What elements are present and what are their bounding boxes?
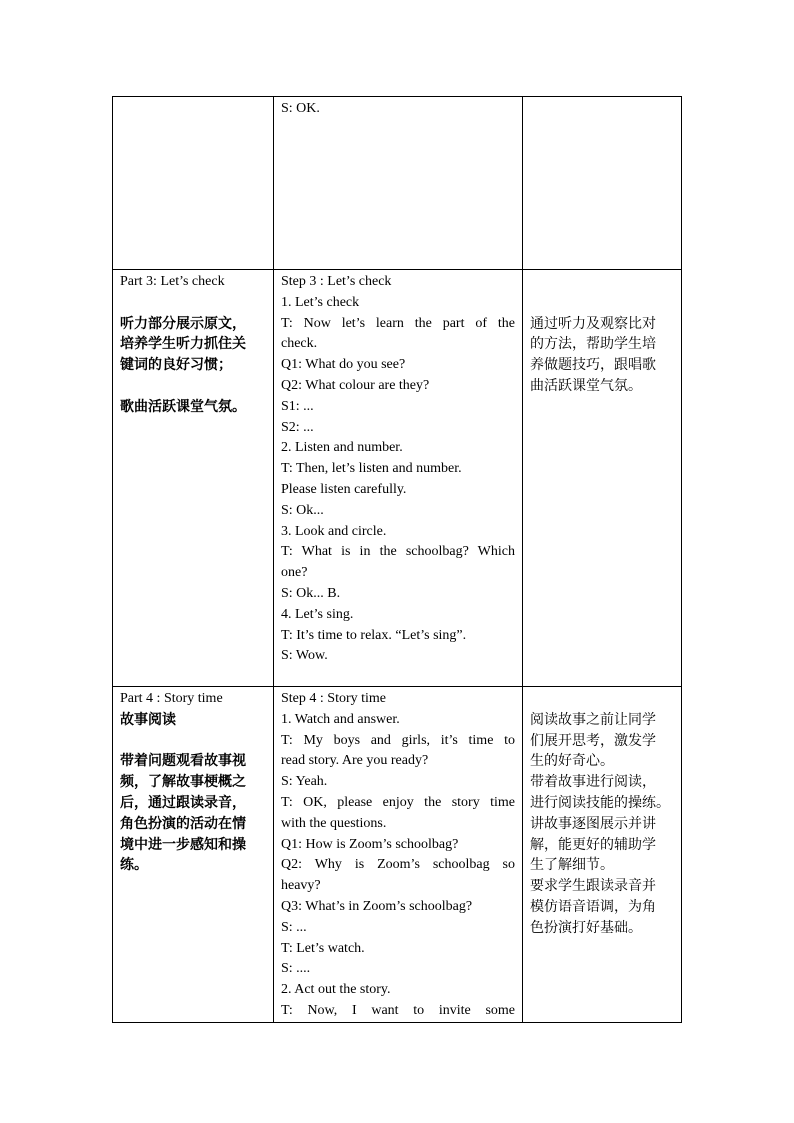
purpose-line: 带着故事进行阅读， (530, 774, 656, 791)
stage-note-line: 角色扮演的活动在情 (120, 815, 246, 832)
purpose-line: 们展开思考，激发学 (530, 732, 656, 749)
process-line: S: Ok... (281, 502, 324, 518)
stage-note-line: 境中进一步感知和操 (120, 836, 246, 853)
stage-note-line: 练。 (120, 857, 148, 874)
purpose-line: 模仿语音语调，为角 (530, 898, 656, 915)
process-line: with the questions. (281, 815, 387, 831)
process-line: Step 4 : Story time (281, 691, 386, 706)
purpose-cell (523, 687, 682, 1023)
stage-title: Part 4 : Story time (120, 691, 223, 706)
purpose-line: 生了解细节。 (530, 857, 614, 874)
process-line: 2. Act out the story. (281, 982, 391, 998)
process-line: 1. Watch and answer. (281, 711, 400, 727)
process-line: Q2: What colour are they? (281, 377, 430, 393)
process-line: Q1: What do you see? (281, 357, 406, 373)
process-line: Please listen carefully. (281, 481, 407, 497)
process-line: 3. Look and circle. (281, 523, 387, 539)
process-line: check. (281, 336, 318, 352)
process-line: S: Yeah. (281, 774, 328, 790)
purpose-line: 要求学生跟读录音并 (530, 878, 656, 895)
process-line: S: .... (281, 961, 311, 977)
process-line: Q1: How is Zoom’s schoolbag? (281, 836, 459, 852)
stage-title: Part 3: Let’s check (120, 274, 225, 289)
process-line: heavy? (281, 878, 321, 894)
purpose-line: 色扮演打好基础。 (530, 919, 642, 936)
table-row (113, 270, 682, 687)
process-cell (274, 687, 523, 1023)
process-line: S1: ... (281, 398, 314, 414)
stage-subtitle: 故事阅读 (120, 711, 176, 728)
purpose-line: 讲故事逐图展示并讲 (530, 815, 656, 832)
purpose-line: 的方法，帮助学生培 (530, 336, 656, 353)
process-line: Q2: Why is Zoom’s schoolbag so (281, 857, 515, 873)
purpose-line: 曲活跃课堂气氛。 (530, 377, 642, 394)
stage-note-line: 听力部分展示原文， (120, 315, 246, 332)
process-line: T: Let’s watch. (281, 940, 365, 956)
process-line: 2. Listen and number. (281, 440, 403, 456)
process-line: T: My boys and girls, it’s time to (281, 732, 515, 748)
process-line: T: Now let’s learn the part of the (281, 315, 515, 331)
process-line: S2: ... (281, 419, 314, 435)
stage-cell (113, 97, 274, 270)
stage-note-line: 歌曲活跃课堂气氛。 (120, 398, 246, 415)
stage-note-line: 带着问题观看故事视 (120, 753, 246, 770)
process-line: S: OK. (281, 101, 320, 116)
stage-cell (113, 270, 274, 687)
purpose-line: 生的好奇心。 (530, 753, 614, 770)
process-line: S: Wow. (281, 648, 328, 664)
process-line: T: Now, I want to invite some (281, 1002, 515, 1018)
process-line: S: ... (281, 919, 307, 935)
process-line: T: OK, please enjoy the story time (281, 794, 515, 810)
stage-note-line: 频，了解故事梗概之 (120, 774, 246, 791)
process-line: read story. Are you ready? (281, 753, 429, 769)
process-line: T: It’s time to relax. “Let’s sing”. (281, 627, 467, 643)
table-row (113, 97, 682, 270)
purpose-line: 养做题技巧，跟唱歌 (530, 357, 656, 374)
purpose-cell (523, 270, 682, 687)
stage-note-line: 培养学生听力抓住关 (120, 336, 246, 353)
purpose-line: 进行阅读技能的操练。 (530, 794, 670, 811)
purpose-cell (523, 97, 682, 270)
process-line: T: What is in the schoolbag? Which (281, 544, 515, 560)
process-line: T: Then, let’s listen and number. (281, 461, 462, 477)
process-line: Step 3 : Let’s check (281, 274, 392, 289)
process-line: Q3: What’s in Zoom’s schoolbag? (281, 898, 473, 914)
purpose-line: 通过听力及观察比对 (530, 315, 656, 332)
stage-cell (113, 687, 274, 1023)
process-line: S: Ok... B. (281, 585, 341, 601)
stage-note-line: 后，通过跟读录音， (120, 794, 246, 811)
process-line: one? (281, 565, 308, 581)
process-cell (274, 97, 523, 270)
purpose-line: 解，能更好的辅助学 (530, 836, 656, 853)
process-cell (274, 270, 523, 687)
purpose-line: 阅读故事之前让同学 (530, 711, 656, 728)
stage-note-line: 键词的良好习惯； (120, 357, 232, 374)
process-line: 1. Let’s check (281, 294, 360, 310)
table-row (113, 687, 682, 1023)
lesson-plan-table (112, 96, 682, 1023)
process-line: 4. Let’s sing. (281, 606, 354, 622)
